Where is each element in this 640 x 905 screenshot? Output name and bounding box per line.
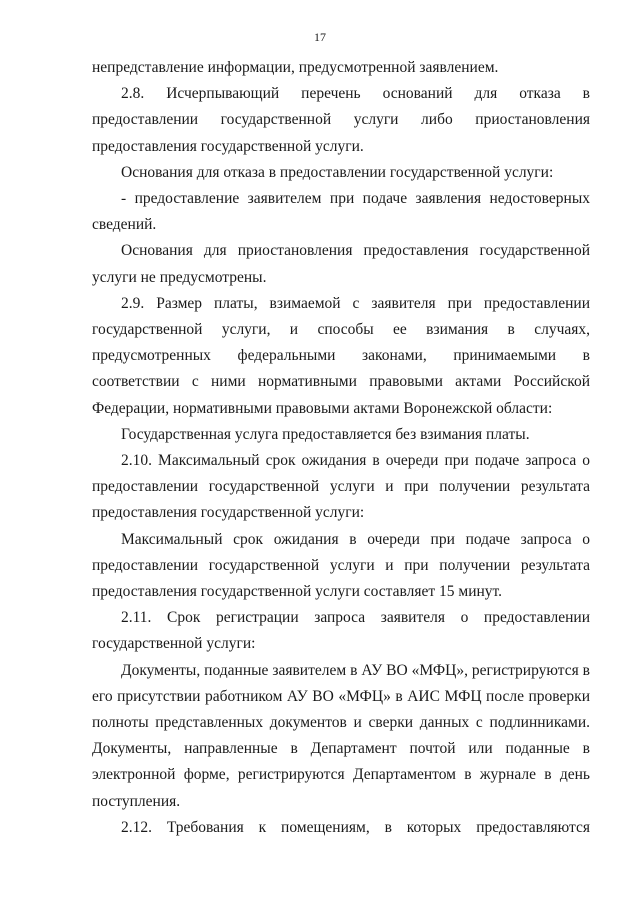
- paragraph-max-wait-time: Максимальный срок ожидания в очереди при подаче запроса о предоставлении государственной услуги и при получении результата предоставления государственной услуги составляет 15 минут.: [92, 530, 590, 601]
- paragraph-2-8: 2.8. Исчерпывающий перечень оснований для отказа в предоставлении государственной услуги либо приостановления предоставления государственной услуги.: [92, 85, 590, 155]
- paragraph-refusal-ground-item: - предоставление заявителем при подаче заявления недостоверных сведений.: [92, 190, 590, 234]
- page-number: 17: [314, 30, 326, 44]
- paragraph-registration-procedure: Документы, поданные заявителем в АУ ВО «МФЦ», регистрируются в его присутствии работником АУ ВО «МФЦ» в АИС МФЦ после проверки полноты представленных документов и сверки данных с подлинниками. Документы, направленные в Департамент почтой или поданные в электронной форме, регистрируются Департаментом в журнале в день поступления.: [92, 661, 590, 810]
- paragraph-free-of-charge: Государственная услуга предоставляется без взимания платы.: [121, 425, 530, 443]
- paragraph-continuation: непредставление информации, предусмотренной заявлением.: [92, 59, 499, 76]
- paragraph-2-10: 2.10. Максимальный срок ожидания в очереди при подаче запроса о предоставлении государственной услуги и при получении результата предоставления государственной услуги:: [92, 452, 590, 522]
- document-body: [92, 55, 590, 841]
- paragraph-2-9: 2.9. Размер платы, взимаемой с заявителя при предоставлении государственной услуги, и способы ее взимания в случаях, предусмотренных федеральными законами, принимаемыми в соответствии с ними нормативными правовыми актами Российской Федерации, нормативными правовыми актами Воронежской области:: [92, 294, 590, 417]
- paragraph-2-11: 2.11. Срок регистрации запроса заявителя о предоставлении государственной услуги:: [92, 609, 590, 653]
- paragraph-2-12: 2.12. Требования к помещениям, в которых предоставляются: [121, 818, 590, 836]
- paragraph-suspension-grounds: Основания для приостановления предоставления государственной услуги не предусмотрены.: [92, 242, 590, 286]
- paragraph-refusal-grounds-heading: Основания для отказа в предоставлении государственной услуги:: [121, 163, 554, 181]
